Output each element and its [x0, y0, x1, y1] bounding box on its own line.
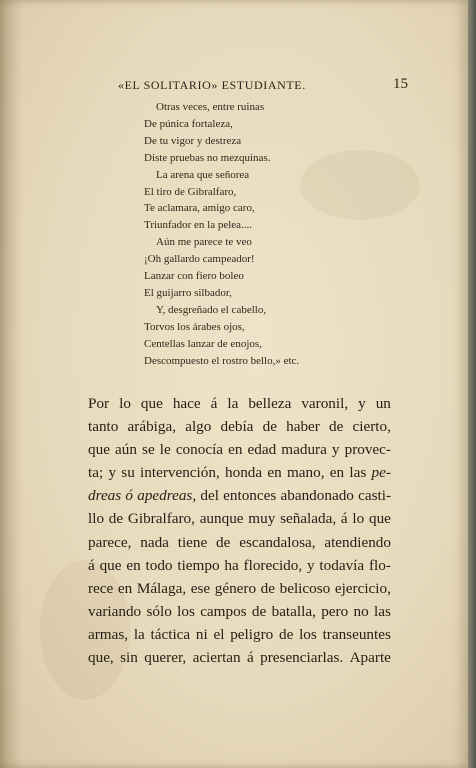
prose-line: á que en todo tiempo ha florecido, y todavía flo-: [88, 556, 391, 574]
prose-line: que aún se le conocía en edad madura y provec-: [88, 441, 391, 459]
verse-line: Triunfador en la pelea....: [144, 219, 253, 232]
page-edge: [468, 0, 476, 768]
verse-line: Aún me parece te veo: [156, 236, 252, 249]
prose-line: variando sólo los campos de batalla, pero no las: [88, 602, 391, 620]
verse-block: [144, 99, 344, 370]
prose-line: rece en Málaga, ese género de belicoso ejercicio,: [88, 579, 391, 597]
prose-line: dreas ó apedreas, del entonces abandonado casti-: [88, 487, 391, 505]
verse-line: El tiro de Gibralfaro,: [144, 185, 237, 198]
prose-line: armas, la táctica ni el peligro de los transeuntes: [88, 625, 391, 643]
verse-line: De tu vigor y destreza: [144, 134, 242, 147]
prose-line: llo de Gibralfaro, aunque muy señalada, á lo que: [88, 510, 391, 528]
prose-line: ta; y su intervención, honda en mano, en las pe-: [88, 464, 391, 482]
page-spine-shadow: [0, 0, 22, 768]
prose-line: tanto arábiga, algo debía de haber de cierto,: [88, 418, 391, 436]
verse-line: ¡Oh gallardo campeador!: [144, 253, 255, 266]
verse-line: Te aclamara, amigo caro,: [144, 202, 255, 215]
verse-line: La arena que señorea: [156, 168, 250, 181]
verse-line: Lanzar con fiero boleo: [144, 270, 244, 283]
verse-line: Centellas lanzar de enojos,: [144, 337, 262, 350]
prose-line: parece, nada tiene de escandalosa, atendiendo: [88, 533, 391, 551]
verse-line: Diste pruebas no mezquinas.: [144, 151, 271, 164]
prose-paragraph: [88, 392, 391, 669]
verse-line: El guijarro silbador,: [144, 286, 232, 299]
running-head: «EL SOLITARIO» ESTUDIANTE.: [118, 78, 306, 92]
verse-line: Descompuesto el rostro bello,» etc.: [144, 354, 300, 367]
prose-line: que, sin querer, aciertan á presenciarlas. Aparte: [88, 649, 391, 667]
page-header: [118, 78, 408, 96]
verse-line: Torvos los árabes ojos,: [144, 320, 245, 333]
verse-line: Y, desgreñado el cabello,: [156, 303, 267, 316]
verse-line: Otras veces, entre ruinas: [156, 101, 265, 113]
prose-line: Por lo que hace á la belleza varonil, y un: [88, 395, 391, 412]
page-number: 15: [393, 76, 408, 92]
verse-line: De púnica fortaleza,: [144, 117, 233, 130]
